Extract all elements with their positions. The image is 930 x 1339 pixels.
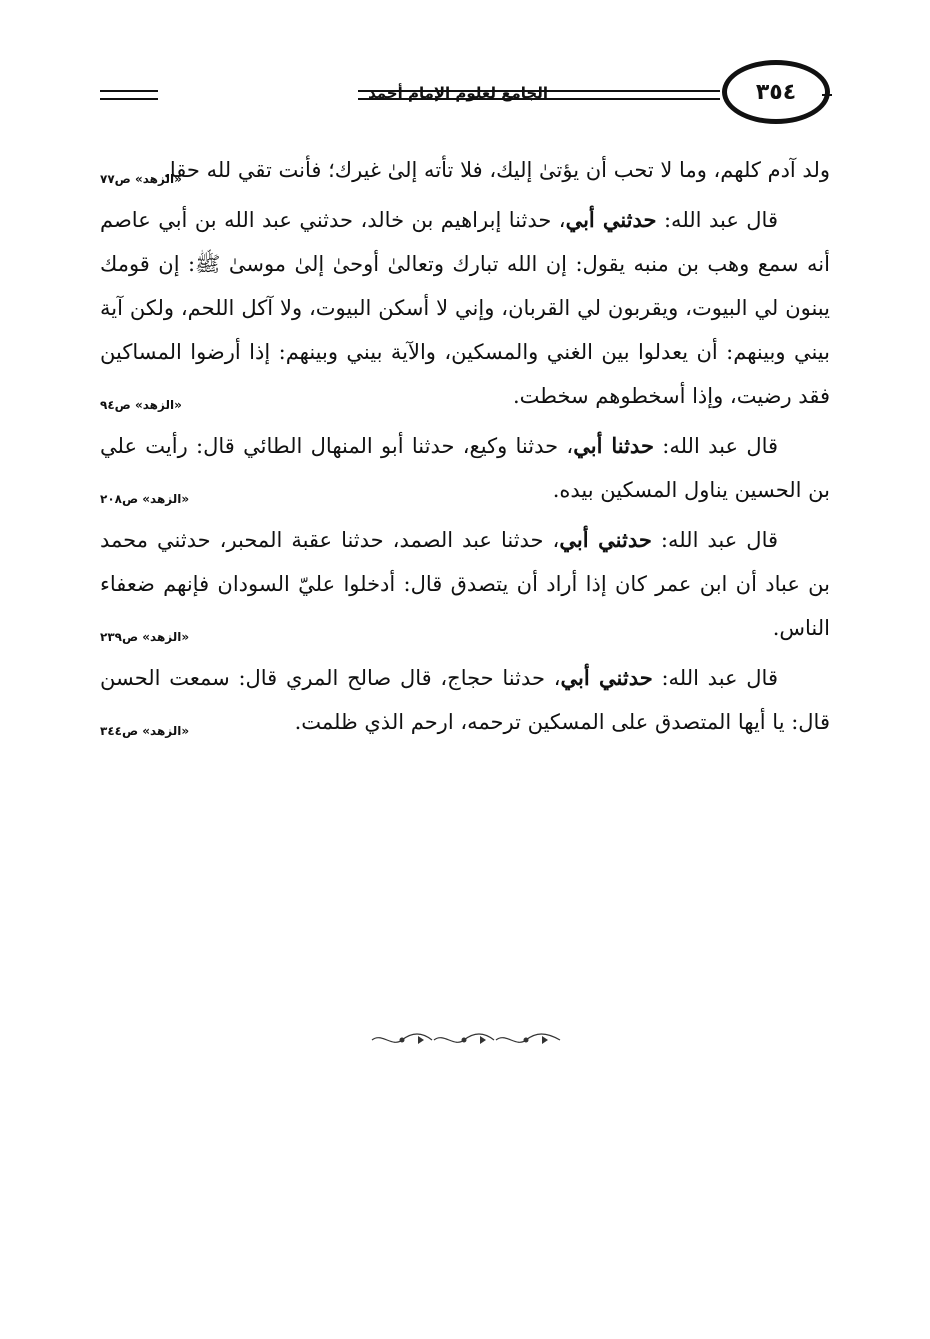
paragraph-bold-phrase: حدثني أبي: [559, 527, 652, 552]
paragraph-text: ولد آدم كلهم، وما لا تحب أن يؤتىٰ إليك، فلا تأته إلىٰ غيرك؛ فأنت تقي لله حقا.: [163, 158, 830, 182]
book-title: الجامع لعلوم الإمام أحمد: [368, 84, 548, 102]
paragraph-text: ، حدثنا إبراهيم بن خالد، حدثني عبد الله بن أبي عاصم أنه سمع وهب بن منبه يقول: إن الله تبارك وتعالىٰ أوحىٰ إلىٰ موسىٰ ﷺ: إن قومك يبنون لي البيوت، ويقربون لي القربان، وإني لا أسكن البيوت، ولا آكل اللحم، ولكن آية بيني وبينهم: أن يعدلوا بين الغني والمسكين، والآية بيني وبينهم: إذا أرضوا المساكين فقد رضيت، وإذا أسخطوهم سخطت.: [100, 208, 830, 408]
header-rule-left: [100, 90, 158, 92]
paragraph-lead: قال عبد الله:: [653, 434, 779, 458]
header-rule-right-stub: [822, 94, 832, 96]
paragraph-bold-phrase: حدثنا أبي: [573, 433, 654, 458]
paragraph-4: [100, 518, 830, 650]
paragraph-text: ، حدثنا عبد الصمد، حدثنا عقبة المحبر، حدثني محمد بن عباد أن ابن عمر كان إذا أراد أن يتصدق قال: أدخلوا عليّ السودان فإنهم ضعفاء الناس.: [100, 528, 830, 640]
paragraph-lead: قال عبد الله:: [652, 666, 778, 690]
paragraph-text: ، حدثنا وكيع، حدثنا أبو المنهال الطائي قال: رأيت علي بن الحسين يناول المسكين بيده.: [100, 434, 830, 502]
page-header: [100, 60, 830, 130]
ornament-divider-icon: [368, 1030, 564, 1050]
header-rule-left-lower: [100, 98, 158, 100]
source-citation: «الزهد» ص٩٤: [100, 398, 182, 412]
page-body: [100, 148, 830, 744]
page-number: ٣٥٤: [755, 79, 797, 105]
page-number-badge: [722, 60, 830, 124]
paragraph-1: [100, 148, 830, 192]
paragraph-3: [100, 424, 830, 512]
source-citation: «الزهد» ص٢٠٨: [100, 492, 190, 506]
paragraph-lead: قال عبد الله:: [651, 528, 779, 552]
paragraph-text: ، حدثنا حجاج، قال صالح المري قال: سمعت الحسن قال: يا أيها المتصدق على المسكين ترحمه، ارحم الذي ظلمت.: [100, 666, 830, 734]
paragraph-bold-phrase: حدثني أبي: [560, 665, 653, 690]
source-citation: «الزهد» ص٢٣٩: [100, 630, 190, 644]
paragraph-5: [100, 656, 830, 744]
paragraph-lead: قال عبد الله:: [656, 208, 778, 232]
paragraph-2: [100, 198, 830, 418]
paragraph-bold-phrase: حدثني أبي: [565, 207, 657, 232]
source-citation: «الزهد» ص٣٤٤: [100, 724, 190, 738]
source-citation: «الزهد» ص٧٧: [100, 172, 182, 186]
